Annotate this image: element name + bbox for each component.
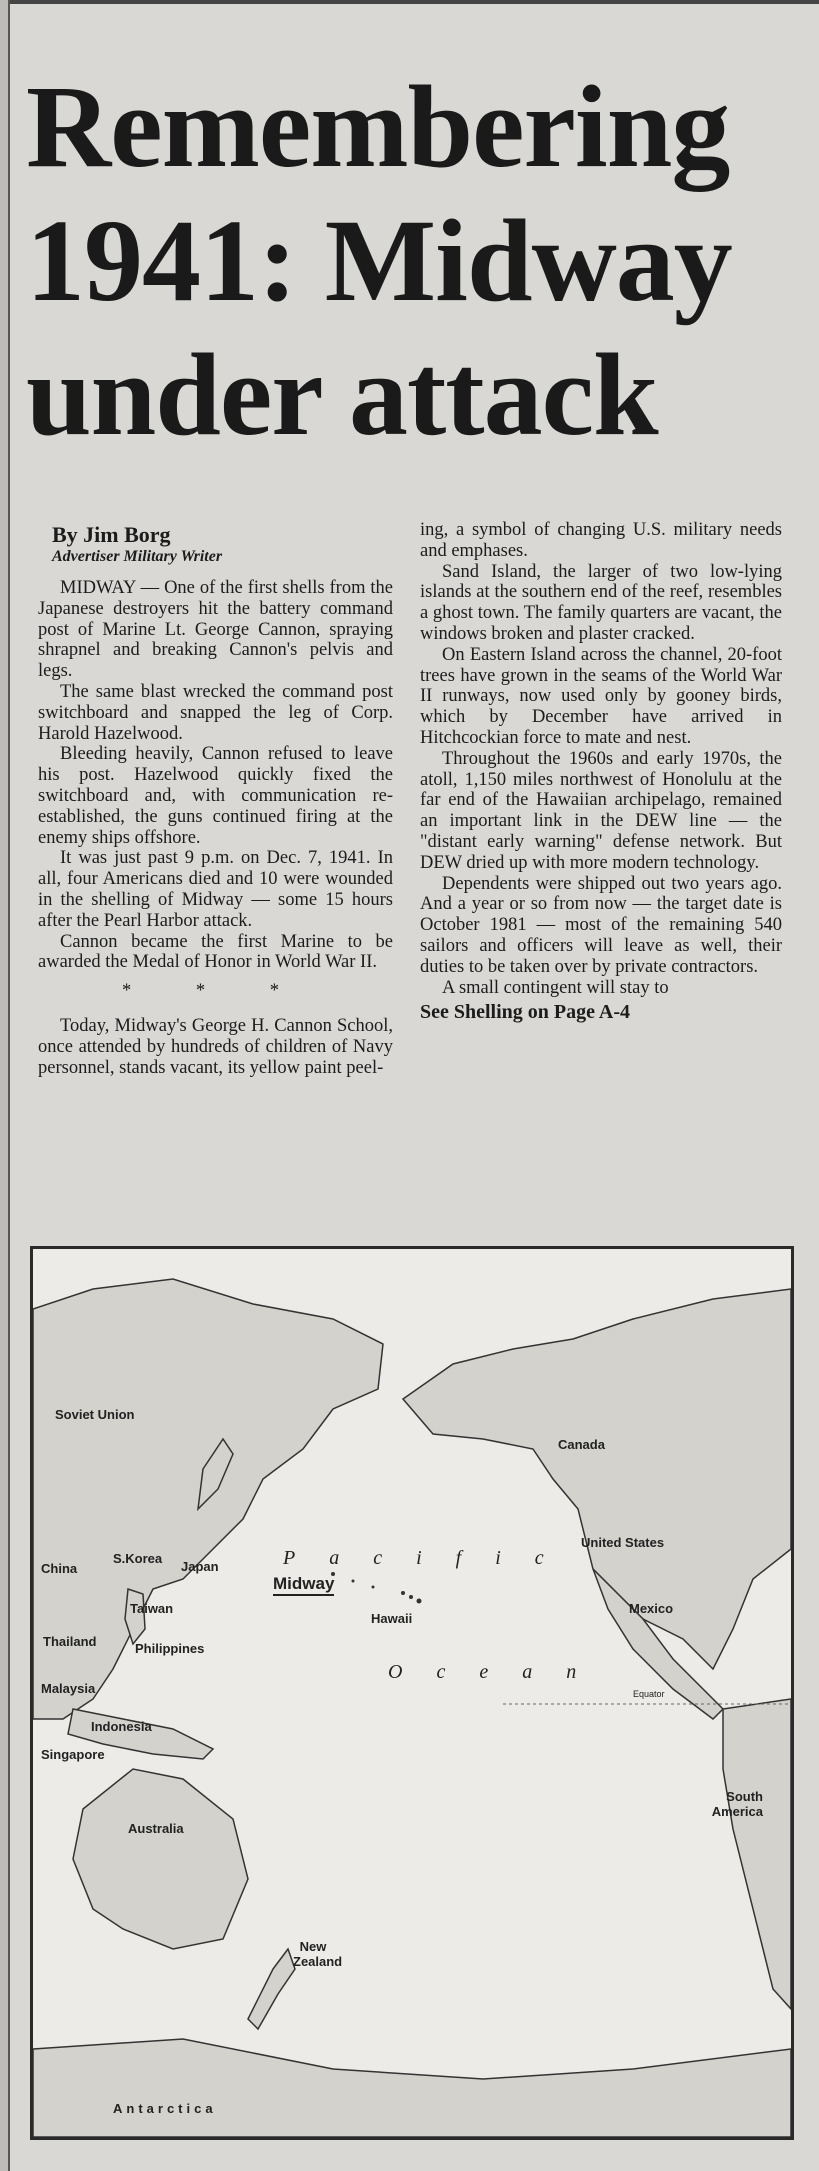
paragraph: Today, Midway's George H. Cannon School, once attended by hundreds of children of Navy personnel, stands vacant, its yellow paint peel-	[38, 1015, 393, 1078]
headline-line-2: 1941: Midway	[26, 195, 732, 326]
label-japan: Japan	[181, 1559, 219, 1574]
paragraph: Bleeding heavily, Cannon refused to leave his post. Hazelwood quickly fixed the switchboard and, with communication re-established, the guns continued firing at the enemy ships offshore.	[38, 744, 393, 848]
headline-line-3: under attack	[26, 329, 658, 460]
paragraph: On Eastern Island across the channel, 20-foot trees have grown in the seams of the World War II runways, now used only by gooney birds, which by December have arrived in Hitchcockian force to mate and nest.	[420, 644, 782, 748]
pacific-map	[30, 1246, 794, 2140]
label-pacific: Pacific	[283, 1547, 578, 1569]
australia-landmass	[73, 1769, 248, 1949]
paragraph: Sand Island, the larger of two low-lying islands at the southern end of the reef, resembles a ghost town. The family quarters are vacant, the windows broken and plaster cracked.	[420, 561, 782, 644]
label-china: China	[41, 1561, 78, 1576]
label-indonesia: Indonesia	[91, 1719, 152, 1734]
label-singapore: Singapore	[41, 1747, 105, 1762]
paragraph: It was just past 9 p.m. on Dec. 7, 1941. In all, four Americans died and 10 were wounded in the shelling of Midway — some 15 hours after the Pearl Harbor attack.	[38, 848, 393, 931]
label-thailand: Thailand	[43, 1634, 97, 1649]
paragraph: ing, a symbol of changing U.S. military needs and emphases.	[420, 520, 782, 561]
new-zealand-landmass	[248, 1949, 295, 2029]
top-rule	[0, 0, 819, 4]
section-separator: * * *	[122, 981, 309, 1002]
continuation-link[interactable]: See Shelling on Page A-4	[420, 1001, 631, 1024]
paragraph: A small contingent will stay to	[442, 977, 669, 998]
label-ocean: Ocean	[388, 1661, 611, 1683]
label-taiwan: Taiwan	[130, 1601, 174, 1616]
label-midway: Midway	[273, 1574, 334, 1596]
paragraph: MIDWAY — One of the first shells from the Japanese destroyers hit the battery command post of Marine Lt. George Cannon, spraying shrapnel and breaking Cannon's pelvis and legs.	[38, 578, 393, 682]
label-hawaii: Hawaii	[371, 1611, 413, 1626]
label-soviet-union: Soviet Union	[55, 1407, 135, 1422]
label-mexico: Mexico	[629, 1601, 674, 1616]
label-philippines: Philippines	[135, 1641, 205, 1656]
headline-line-1: Remembering	[26, 61, 730, 192]
label-australia: Australia	[128, 1821, 184, 1836]
paragraph: The same blast wrecked the command post switchboard and snapped the leg of Corp. Harold Hazelwood.	[38, 681, 393, 744]
article-column-2	[420, 520, 782, 1023]
byline: By Jim Borg	[52, 522, 171, 547]
paragraph: Dependents were shipped out two years ago. And a year or so from now — the target date is October 1981 — most of the remaining 540 sailors and officers will leave as well, their duties to be taken over by private contractors.	[420, 873, 782, 977]
article-column-1	[38, 578, 393, 1078]
label-malaysia: Malaysia	[41, 1681, 96, 1696]
label-united-states: United States	[581, 1535, 665, 1550]
south-america-landmass	[723, 1699, 791, 2009]
antarctica-landmass	[33, 2039, 791, 2137]
map-landmasses	[33, 1249, 791, 2137]
author-credit: Advertiser Military Writer	[52, 548, 223, 565]
headline	[26, 60, 816, 462]
label-equator: Equator	[633, 1689, 665, 1699]
alaska-canada-landmass	[403, 1289, 791, 1669]
midway-hawaii-chain	[331, 1572, 422, 1604]
label-canada: Canada	[558, 1437, 605, 1452]
paragraph: Cannon became the first Marine to be awarded the Medal of Honor in World War II.	[38, 931, 393, 973]
label-antarctica: Antarctica	[113, 2101, 217, 2116]
label-s-korea: S.Korea	[113, 1551, 163, 1566]
label-south-america: South America	[711, 1789, 763, 1819]
label-new-zealand: New Zealand	[293, 1939, 343, 1969]
paragraph: Throughout the 1960s and early 1970s, the atoll, 1,150 miles northwest of Honolulu at the far end of the Hawaiian archipelago, remained an important link in the DEW line — the "distant early warning" defense network. But DEW dried up with more modern technology.	[420, 748, 782, 873]
adjacent-column-edge	[0, 0, 10, 2171]
